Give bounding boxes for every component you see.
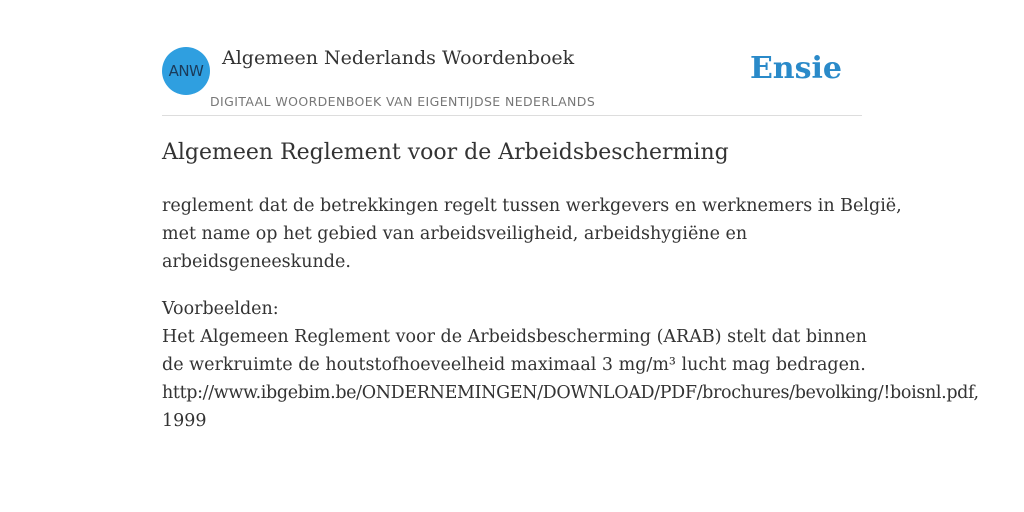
definition-line: reglement dat de betrekkingen regelt tussen werkgevers en werknemers in België, bbox=[162, 196, 902, 216]
definition-line: arbeidsgeneeskunde. bbox=[162, 252, 351, 272]
example-line: de werkruimte de houtstofhoeveelheid maximaal 3 mg/m³ lucht mag bedragen. bbox=[162, 355, 866, 375]
entry-title: Algemeen Reglement voor de Arbeidsbescherming bbox=[162, 140, 729, 165]
site-header bbox=[162, 45, 862, 116]
site-subtitle: DIGITAAL WOORDENBOEK VAN EIGENTIJDSE NEDERLANDS bbox=[210, 94, 596, 109]
definition-line: met name op het gebied van arbeidsveiligheid, arbeidshygiëne en bbox=[162, 224, 748, 244]
example-line: Het Algemeen Reglement voor de Arbeidsbescherming (ARAB) stelt dat binnen bbox=[162, 327, 867, 347]
example-source-year: 1999 bbox=[162, 411, 207, 431]
examples-section bbox=[162, 295, 982, 435]
logo-text: ANW bbox=[168, 62, 204, 80]
example-source-url: http://www.ibgebim.be/ONDERNEMINGEN/DOWNLOAD/PDF/brochures/bevolking/!boisnl.pdf, bbox=[162, 383, 979, 403]
definition bbox=[162, 192, 902, 276]
anw-logo[interactable] bbox=[162, 47, 210, 95]
ensie-brand-logo[interactable]: Ensie bbox=[749, 51, 842, 86]
site-title[interactable]: Algemeen Nederlands Woordenboek bbox=[222, 47, 575, 69]
examples-label: Voorbeelden: bbox=[162, 299, 279, 319]
